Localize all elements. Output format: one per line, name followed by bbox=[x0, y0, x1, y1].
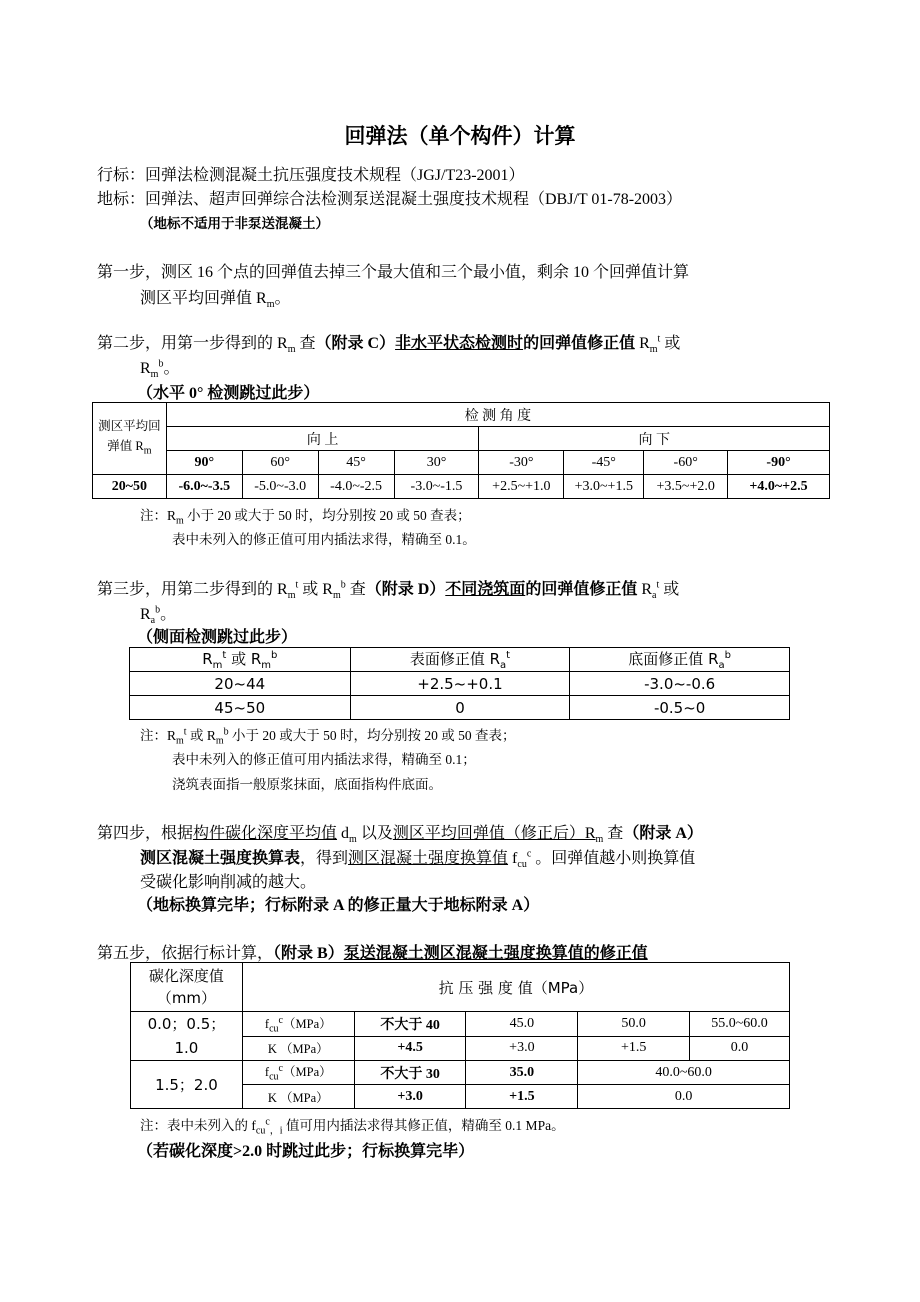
step4-done: （地标换算完毕；行标附录 A 的修正量大于地标附录 A） bbox=[137, 897, 540, 914]
step5-link: 泵送混凝土测区混凝土强度换算值的修正值 bbox=[343, 945, 648, 962]
page-title: 回弹法（单个构件）计算 bbox=[344, 124, 576, 148]
value-cell: -4.0~-2.5 bbox=[318, 475, 394, 499]
table2-col1: $R_m^t$ 或 $R_m^b$ bbox=[130, 648, 351, 672]
table3-cell: 0.0 bbox=[578, 1085, 790, 1109]
angle-cell: -30° bbox=[479, 451, 564, 475]
value-cell: +2.5~+1.0 bbox=[479, 475, 564, 499]
angle-cell: 45° bbox=[318, 451, 394, 475]
table2-cell: 20~44 bbox=[130, 672, 351, 696]
step1-line1: 第一步，测区 16 个点的回弹值去掉三个最大值和三个最小值，剩余 10 个回弹值计算 bbox=[97, 264, 690, 281]
table3-cell: +3.0 bbox=[354, 1085, 466, 1109]
table3-cell: +3.0 bbox=[466, 1036, 578, 1061]
step2-line1: 第二步，用第一步得到的 $R_m$ 查（附录 C）非水平状态检测时的回弹值修正值 $R_m^t$ 或 bbox=[97, 333, 681, 356]
table1-note2: 表中未列入的修正值可用内插法求得，精确至 0.1。 bbox=[172, 532, 476, 547]
table3-cell: +1.5 bbox=[466, 1085, 578, 1109]
table3-group1-depth: 0.0；0.5； 1.0 bbox=[131, 1012, 243, 1061]
table1-header: 检 测 角 度 bbox=[166, 403, 829, 427]
step4-link2: 测区平均回弹值（修正后）R bbox=[392, 825, 596, 842]
step3-link: 不同浇筑面 bbox=[445, 581, 526, 598]
step1-line2: 测区平均回弹值 $R_m$。 bbox=[140, 290, 291, 311]
k-label: K （MPa） bbox=[242, 1036, 354, 1061]
table2-note3: 浇筑表面指一般原浆抹面，底面指构件底面。 bbox=[172, 777, 442, 792]
value-cell: +3.5~+2.0 bbox=[644, 475, 728, 499]
surface-correction-table bbox=[129, 647, 790, 720]
table3-cell: 35.0 bbox=[466, 1061, 578, 1085]
table2-col2: 表面修正值 $R_a^t$ bbox=[350, 648, 570, 672]
k-label: K （MPa） bbox=[242, 1085, 354, 1109]
table3-cell: 不大于 30 bbox=[354, 1061, 466, 1085]
step4-line3: 受碳化影响削减的越大。 bbox=[140, 874, 317, 891]
table2-cell: 45~50 bbox=[130, 696, 351, 720]
fcu-label: $f_{cu}^c(MPa)$ bbox=[242, 1012, 354, 1037]
value-cell: +4.0~+2.5 bbox=[728, 475, 830, 499]
table3-cell: 不大于 40 bbox=[354, 1012, 466, 1037]
table3-cell: 50.0 bbox=[578, 1012, 690, 1037]
table2-cell: +2.5~+0.1 bbox=[350, 672, 570, 696]
angle-cell: -90° bbox=[728, 451, 830, 475]
table1-up: 向 上 bbox=[166, 427, 479, 451]
step3-line2: $R_a^b$。 bbox=[140, 604, 177, 627]
table3-cell: +4.5 bbox=[354, 1036, 466, 1061]
angle-cell: 90° bbox=[166, 451, 242, 475]
table3-note: 注：表中未列入的 $f_{cu}^c_{,i}$ 值可用内插法求得其修正值，精确至 0.1 MPa。 bbox=[140, 1116, 565, 1137]
angle-cell: 60° bbox=[242, 451, 318, 475]
angle-cell: -45° bbox=[564, 451, 644, 475]
table2-note2: 表中未列入的修正值可用内插法求得，精确至 0.1； bbox=[172, 752, 476, 767]
table3-strength-header: 抗 压 强 度 值（MPa） bbox=[242, 963, 789, 1012]
table3-cell: 0.0 bbox=[690, 1036, 790, 1061]
industry-standard: 行标：回弹法检测混凝土抗压强度技术规程（JGJ/T23-2001） bbox=[97, 167, 525, 184]
local-standard-note: （地标不适用于非泵送混凝土） bbox=[140, 216, 329, 231]
fcu-label: $f_{cu}^c(MPa)$ bbox=[242, 1061, 354, 1085]
step3-line1: 第三步，用第二步得到的 $R_m^t$ 或 $R_m^b$ 查（附录 D）不同浇筑面的回弹值修正值 $R_a^t$ 或 bbox=[97, 579, 680, 602]
angle-cell: 30° bbox=[394, 451, 479, 475]
table3-depth-header: 碳化深度值 （mm） bbox=[131, 963, 243, 1012]
value-cell: +3.0~+1.5 bbox=[564, 475, 644, 499]
table2-note1: 注：$R_m^t$ 或 $R_m^b$ 小于 20 或大于 50 时，均分别按 20 或 50 查表； bbox=[140, 726, 516, 747]
angle-correction-table bbox=[92, 402, 830, 499]
local-standard: 地标：回弹法、超声回弹综合法检测泵送混凝土强度技术规程（DBJ/T 01-78-2003） bbox=[97, 191, 683, 208]
range-cell: 20~50 bbox=[93, 475, 167, 499]
step2-skip-note: （水平 0° 检测跳过此步） bbox=[137, 385, 320, 402]
step2-link: 非水平状态检测时 bbox=[395, 335, 524, 352]
table2-cell: 0 bbox=[350, 696, 570, 720]
table3-cell: +1.5 bbox=[578, 1036, 690, 1061]
value-cell: -3.0~-1.5 bbox=[394, 475, 479, 499]
table1-down: 向 下 bbox=[479, 427, 830, 451]
step4-line2: 测区混凝土强度换算表，得到测区混凝土强度换算值 $f_{cu}^c$ 。回弹值越小则换算值 bbox=[140, 848, 696, 871]
table3-cell: 40.0~60.0 bbox=[578, 1061, 790, 1085]
pumped-concrete-table bbox=[130, 962, 790, 1109]
value-cell: -5.0~-3.0 bbox=[242, 475, 318, 499]
table3-group2-depth: 1.5；2.0 bbox=[131, 1061, 243, 1109]
step4-link1: 构件碳化深度平均值 bbox=[193, 825, 338, 842]
step2-line2: $R_m^b$。 bbox=[140, 358, 180, 381]
table2-col3: 底面修正值 $R_a^b$ bbox=[570, 648, 790, 672]
angle-cell: -60° bbox=[644, 451, 728, 475]
table2-cell: -0.5~0 bbox=[570, 696, 790, 720]
table1-row-header: 测区平均回弹值 $R_m$ bbox=[93, 403, 167, 475]
step4-line1: 第四步，根据构件碳化深度平均值 $d_m$ 以及测区平均回弹值（修正后）$R_m$ 查（附录 A） bbox=[97, 825, 703, 846]
table1-note1: 注：$R_m$ 小于 20 或大于 50 时，均分别按 20 或 50 查表； bbox=[140, 508, 471, 527]
step3-skip-note: （侧面检测跳过此步） bbox=[137, 629, 298, 646]
step4-link3: 测区混凝土强度换算值 bbox=[348, 850, 509, 867]
table2-cell: -3.0~-0.6 bbox=[570, 672, 790, 696]
step5-line: 第五步，依据行标计算，（附录 B）泵送混凝土测区混凝土强度换算值的修正值 bbox=[97, 945, 648, 962]
table3-cell: 45.0 bbox=[466, 1012, 578, 1037]
value-cell: -6.0~-3.5 bbox=[166, 475, 242, 499]
table3-cell: 55.0~60.0 bbox=[690, 1012, 790, 1037]
final-note: （若碳化深度>2.0 时跳过此步；行标换算完毕） bbox=[137, 1143, 475, 1160]
